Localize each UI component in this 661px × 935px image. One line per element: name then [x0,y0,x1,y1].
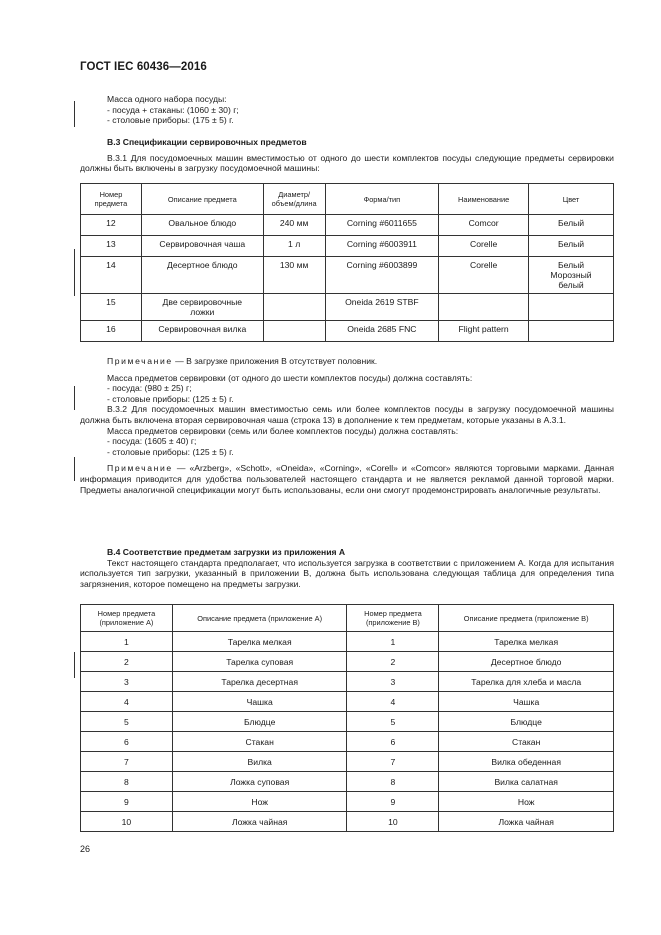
cell: Белый Морозный белый [529,257,614,294]
cell: 3 [347,672,439,692]
intro-mass-title: Масса одного набора посуды: [107,94,227,104]
mass2-title: Масса предметов сервировки (семь или более комплектов посуды) должна составлять: [107,425,459,436]
cell: 2 [347,652,439,672]
cell: 130 мм [263,257,325,294]
section-b3-para: В.3.1 Для посудомоечных машин вместимостью от одного до шести комплектов посуды следующие предметы сервировки должны быть включены в загрузку посудомоечной машины: [80,152,614,174]
cell: 4 [347,692,439,712]
cell: Овальное блюдо [141,215,263,236]
table-row [81,215,614,236]
page-number: 26 [80,844,91,854]
cell: 10 [347,812,439,832]
cell: Белый [529,215,614,236]
note-label: Примечание [107,463,173,474]
note-text: — В загрузке приложения В отсутствует половник. [172,356,378,366]
section-b4 [80,547,614,589]
cell [439,294,529,321]
cell: Чашка [439,692,614,712]
cell: 14 [81,257,142,294]
cell [529,294,614,321]
note-text: — «Arzberg», «Schott», «Oneida», «Corning», «Corell» и «Comcor» являются торговыми марками. Данная информация приводится для удобства пользователей настоящего стандарта и не является рекламой данной торговой марки. Предметы аналогичной спецификации могут быть использованы, если они смогут продемонстрировать аналогичные результаты. [80,463,614,495]
cell: 9 [81,792,173,812]
mass1-title: Масса предметов сервировки (от одного до шести комплектов посуды) должна составлять: [107,372,473,383]
col-header: Диаметр/ объем/длина [263,184,325,215]
mass2-line: - посуда: (1605 ± 40) г; [107,436,197,447]
cell [263,321,325,342]
cell: Десертное блюдо [439,652,614,672]
mass1-line: - посуда: (980 ± 25) г; [107,383,192,394]
cell: Corning #6003899 [325,257,439,294]
section-b3-heading: В.3 Спецификации сервировочных предметов [107,137,307,147]
cell: 4 [81,692,173,712]
cell: Вилка обеденная [439,752,614,772]
cell [263,294,325,321]
cell: Стакан [439,732,614,752]
cell: 10 [81,812,173,832]
table-row [81,632,614,652]
revision-bar [74,386,75,410]
cell: 8 [81,772,173,792]
section-b3 [80,137,614,174]
cell: Corelle [439,236,529,257]
col-header: Описание предмета [141,184,263,215]
cell: 15 [81,294,142,321]
cell: Вилка [172,752,347,772]
note-2 [80,463,614,495]
cell: 1 [81,632,173,652]
col-header: Номер предмета [81,184,142,215]
cell: 6 [81,732,173,752]
col-header: Описание предмета (приложение В) [439,605,614,632]
table-row [81,236,614,257]
cell: Corning #6003911 [325,236,439,257]
section-b4-para: Текст настоящего стандарта предполагает, что используется загрузка в соответствии с приложением А. Когда для испытания используется тип загрузки, указанный в приложении В, должна быть использована следующая таблица для определения типа загрязнения, которое помещено на предметы загрузки. [80,557,614,589]
table-header-row [81,184,614,215]
note-label: Примечание [107,356,173,366]
col-header: Форма/тип [325,184,439,215]
cell: Две сервировочные ложки [141,294,263,321]
table-row [81,692,614,712]
cell: 240 мм [263,215,325,236]
col-header: Номер предмета (приложение В) [347,605,439,632]
section-b3-notes [80,356,614,495]
table-row [81,321,614,342]
cell: 1 л [263,236,325,257]
col-header: Номер предмета (приложение А) [81,605,173,632]
cell: Тарелка мелкая [439,632,614,652]
intro-mass-line: - столовые приборы: (175 ± 5) г. [107,115,234,126]
mass2-line: - столовые приборы: (125 ± 5) г. [107,446,234,457]
document-header: ГОСТ IEC 60436—2016 [80,61,207,73]
table-row [81,257,614,294]
revision-bar [74,457,75,481]
section-b3-para2: В.3.2 Для посудомоечных машин вместимостью семь или более комплектов посуды в загрузку посудомоечной машины должна быть включена вторая сервировочная чаша (строка 13) в дополнение к тем предметам, которые указаны в А.3.1. [80,404,614,425]
cell: Тарелка десертная [172,672,347,692]
cell: 8 [347,772,439,792]
cell: Тарелка суповая [172,652,347,672]
note-1 [80,356,614,367]
serving-items-table [80,183,614,342]
cell: Oneida 2685 FNC [325,321,439,342]
cell: Блюдце [172,712,347,732]
cell: Блюдце [439,712,614,732]
table-row [81,812,614,832]
table-row [81,712,614,732]
section-b4-heading: В.4 Соответствие предметам загрузки из приложения А [107,547,346,557]
table-row [81,772,614,792]
cell: 5 [81,712,173,732]
cell: Ложка чайная [172,812,347,832]
cell: Flight pattern [439,321,529,342]
revision-bar [74,101,75,127]
cell [529,321,614,342]
revision-bar [74,652,75,678]
cell: Сервировочная чаша [141,236,263,257]
cell: Стакан [172,732,347,752]
cell: Нож [439,792,614,812]
cell: Oneida 2619 STBF [325,294,439,321]
cell: Вилка салатная [439,772,614,792]
intro-mass-line: - посуда + стаканы: (1060 ± 30) г; [107,104,239,115]
cell: 12 [81,215,142,236]
table-row [81,294,614,321]
table-row [81,652,614,672]
cell: Ложка чайная [439,812,614,832]
cell: Нож [172,792,347,812]
cell: Тарелка для хлеба и масла [439,672,614,692]
cell: Чашка [172,692,347,712]
cell: 7 [81,752,173,772]
cell: Comcor [439,215,529,236]
cell: 2 [81,652,173,672]
table-row [81,672,614,692]
cell: Ложка суповая [172,772,347,792]
cell: Десертное блюдо [141,257,263,294]
cell: Corelle [439,257,529,294]
cell: Сервировочная вилка [141,321,263,342]
cell: 7 [347,752,439,772]
cell: 3 [81,672,173,692]
table-row [81,752,614,772]
intro-mass [80,94,614,126]
table-row [81,792,614,812]
cell: 6 [347,732,439,752]
cell: Corning #6011655 [325,215,439,236]
cell: 13 [81,236,142,257]
col-header: Описание предмета (приложение А) [172,605,347,632]
col-header: Наименование [439,184,529,215]
cell: 5 [347,712,439,732]
cell: 16 [81,321,142,342]
cell: Тарелка мелкая [172,632,347,652]
cell: 1 [347,632,439,652]
cell: 9 [347,792,439,812]
revision-bar [74,249,75,296]
load-correspondence-table [80,604,614,832]
table-header-row [81,605,614,632]
col-header: Цвет [529,184,614,215]
mass1-line: - столовые приборы: (125 ± 5) г. [107,393,234,404]
table-row [81,732,614,752]
cell: Белый [529,236,614,257]
